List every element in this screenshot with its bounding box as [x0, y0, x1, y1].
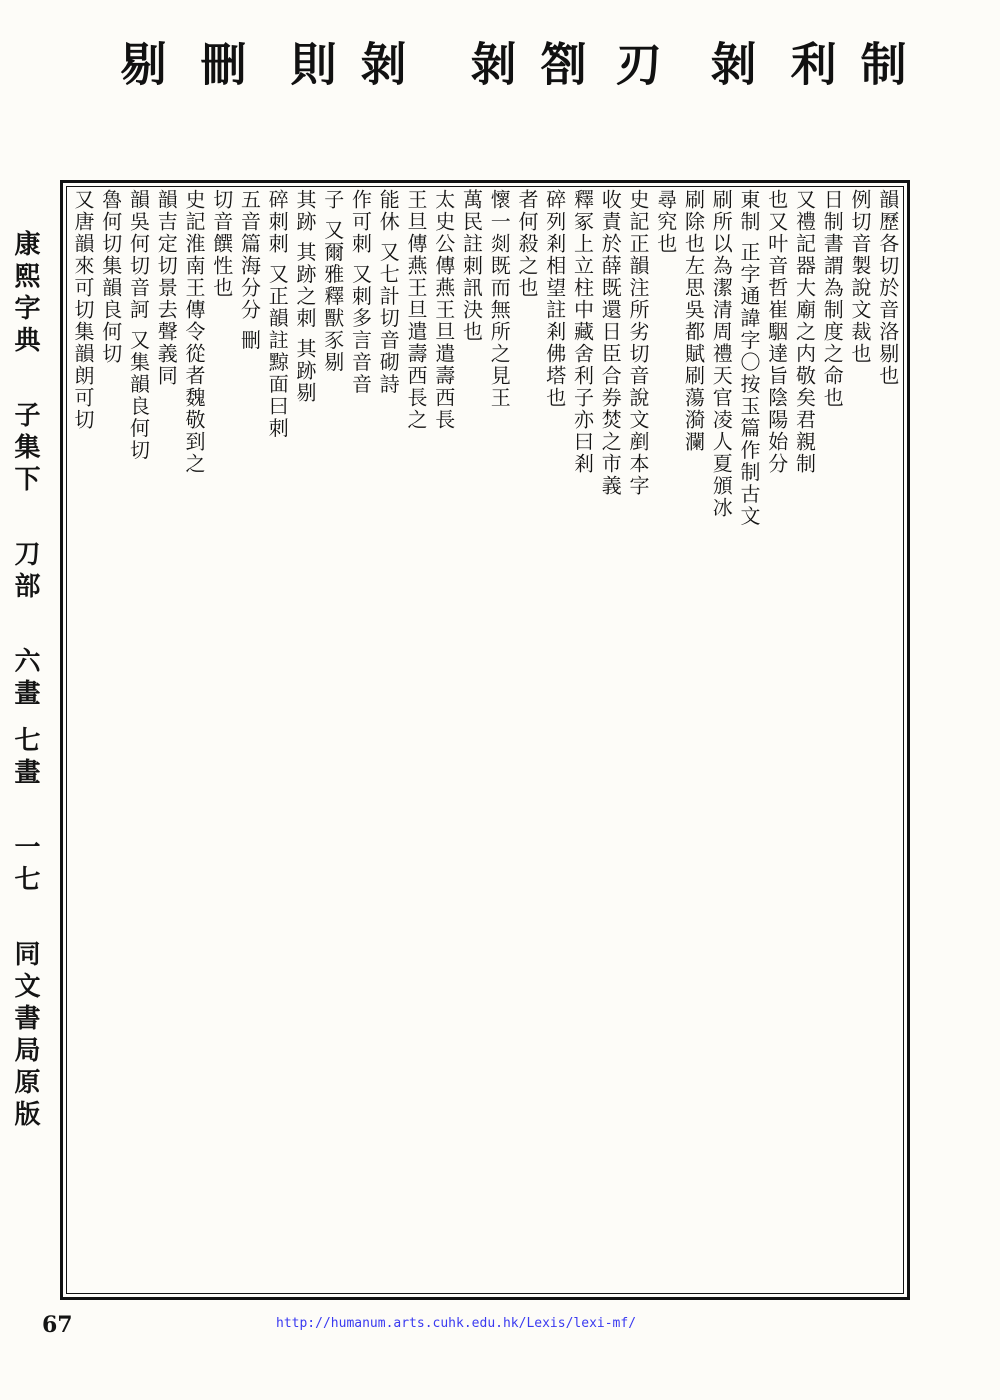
text-column: 王旦傳燕王旦遣壽西長之: [404, 189, 428, 431]
seal-glyph: 刃: [608, 40, 663, 90]
text-column: 東制 正字通諱字〇按玉篇作制古文: [737, 189, 761, 528]
text-column: 又唐韻來可切集韻朗可切: [71, 189, 95, 431]
text-column: 史記淮南王傳令從者魏敬到之: [182, 189, 206, 475]
text-column: 尋究也: [653, 189, 678, 255]
volume-part: 子集下: [10, 401, 40, 498]
text-column: 太史公傳燕王旦遣壽西長: [431, 189, 456, 431]
publisher-label: 同文書局原版: [10, 940, 40, 1133]
text-column: 例切音製說文裁也: [848, 189, 872, 365]
text-column: 釋冢上立柱中藏舍利子亦曰剎: [570, 189, 595, 475]
text-column: 韻歷各切於音洛剔也: [875, 189, 900, 387]
text-column: 子 又爾雅釋獸豕剔: [320, 189, 345, 374]
text-column: 碎列剎相望註剎佛塔也: [542, 189, 567, 409]
text-column: 史記正韻注所劣切音說文剷本字: [626, 189, 650, 497]
text-column: 其跡 其跡之刺 其跡剔: [293, 189, 317, 404]
seal-glyph: 則: [283, 40, 338, 90]
text-column: 也又叶音哲崔駰達旨陰陽始分: [764, 189, 789, 475]
seal-glyph: 剝: [463, 40, 518, 90]
seal-script-header: [55, 40, 915, 170]
text-column: 能休 又七計切音砌詩: [376, 189, 401, 396]
seal-glyph: 剝: [703, 40, 758, 90]
seal-glyph: 刪: [193, 40, 248, 90]
text-column: 刷所以為潔清周禮天官凌人夏頒冰: [709, 189, 734, 519]
text-column: 切音饌性也: [209, 189, 234, 299]
running-title-margin: [5, 230, 55, 1330]
text-column: 萬民註刺訊決也: [459, 189, 484, 343]
text-column: 五音篇海分分 刪: [237, 189, 262, 352]
text-column: 者何殺之也: [515, 189, 539, 299]
page-number: 67: [42, 1312, 73, 1338]
dictionary-text-frame: [60, 180, 910, 1300]
seal-glyph: 剔: [113, 40, 168, 90]
radical-label: 刀部: [10, 540, 40, 605]
folio-number: 一七: [10, 833, 40, 898]
seal-glyph: 利: [783, 40, 838, 90]
seal-glyph: 剝: [353, 40, 408, 90]
text-column: 刷除也左思吳都賦刷蕩漪瀾: [681, 189, 706, 453]
text-column: 韻吉定切景去聲義同: [154, 189, 179, 387]
text-column: 魯何切集韻良何切: [98, 189, 123, 365]
text-column: 作可刺 又刺多言音音: [348, 189, 373, 396]
text-column: 收責於薛既還日臣合券焚之市義: [598, 189, 623, 497]
text-columns: [69, 189, 901, 1291]
text-column: 又禮記器大廟之内敬矣君親制: [792, 189, 817, 475]
seal-glyph: 劄: [533, 40, 588, 90]
stroke-count-label: 六畫 七畫: [10, 647, 40, 791]
book-title: 康熙字典: [10, 230, 40, 358]
source-url-link[interactable]: http://humanum.arts.cuhk.edu.hk/Lexis/lexi-mf/: [276, 1316, 637, 1331]
seal-glyph: 制: [853, 40, 908, 90]
text-column: 韻吳何切音訶 又集韻良何切: [126, 189, 151, 462]
text-column: 日制書謂為制度之命也: [820, 189, 845, 409]
text-column: 懷一剡既而無所之見王: [487, 189, 512, 409]
text-column: 碎刺刺 又正韻註黥面曰刺: [265, 189, 290, 440]
